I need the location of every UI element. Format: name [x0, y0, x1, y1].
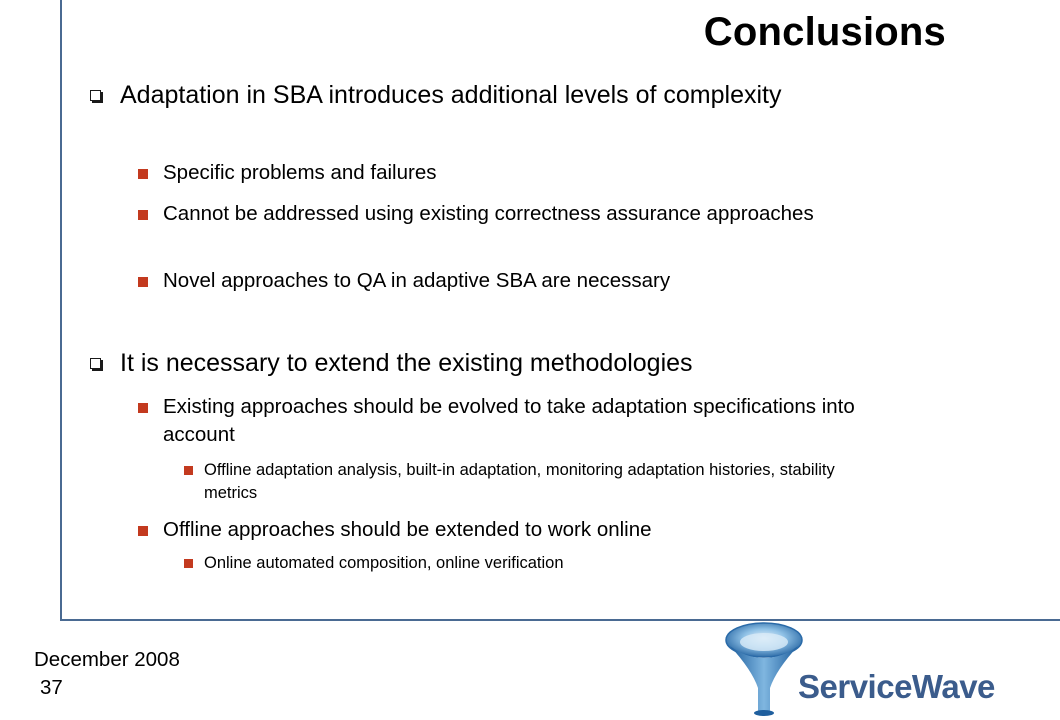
- slide-title: Conclusions: [703, 10, 946, 54]
- bullet-1-text: Adaptation in SBA introduces additional levels of complexity: [120, 81, 782, 109]
- red-square-bullet-icon: [138, 277, 148, 287]
- sub-bullet-text: Specific problems and failures: [163, 161, 437, 184]
- sub-bullet-text: Novel approaches to QA in adaptive SBA are necessary: [163, 269, 671, 292]
- red-square-bullet-icon: [138, 403, 148, 413]
- bullet-1: [120, 78, 880, 112]
- hollow-square-bullet-icon: [90, 358, 101, 369]
- hollow-square-bullet-icon: [90, 90, 101, 101]
- red-square-bullet-icon: [138, 210, 148, 220]
- sub-bullet-text: Offline approaches should be extended to work online: [163, 518, 652, 541]
- page-number: 37: [40, 676, 63, 699]
- bullet-2-text: It is necessary to extend the existing methodologies: [120, 349, 693, 377]
- servicewave-logo-text: ServiceWave: [798, 668, 995, 705]
- sub-bullet-text: Existing approaches should be evolved to take adaptation specifications into account: [163, 395, 855, 446]
- red-square-bullet-icon: [138, 526, 148, 536]
- sub-bullet: [163, 516, 883, 544]
- sub-sub-bullet-text: Offline adaptation analysis, built-in adaptation, monitoring adaptation histories, stability metrics: [204, 461, 835, 502]
- red-square-bullet-icon: [138, 169, 148, 179]
- sub-sub-bullet: [204, 552, 884, 575]
- sub-bullet: [163, 267, 883, 295]
- sub-bullet: [163, 200, 883, 228]
- sub-bullet: [163, 159, 883, 187]
- red-square-bullet-icon: [184, 466, 193, 475]
- sub-bullet-text: Cannot be addressed using existing correctness assurance approaches: [163, 202, 814, 225]
- footer-date: December 2008: [34, 648, 180, 671]
- sub-bullet: [163, 393, 883, 449]
- red-square-bullet-icon: [184, 559, 193, 568]
- sub-sub-bullet: [204, 459, 884, 505]
- sub-sub-bullet-text: Online automated composition, online verification: [204, 554, 564, 572]
- bullet-2: [120, 346, 880, 380]
